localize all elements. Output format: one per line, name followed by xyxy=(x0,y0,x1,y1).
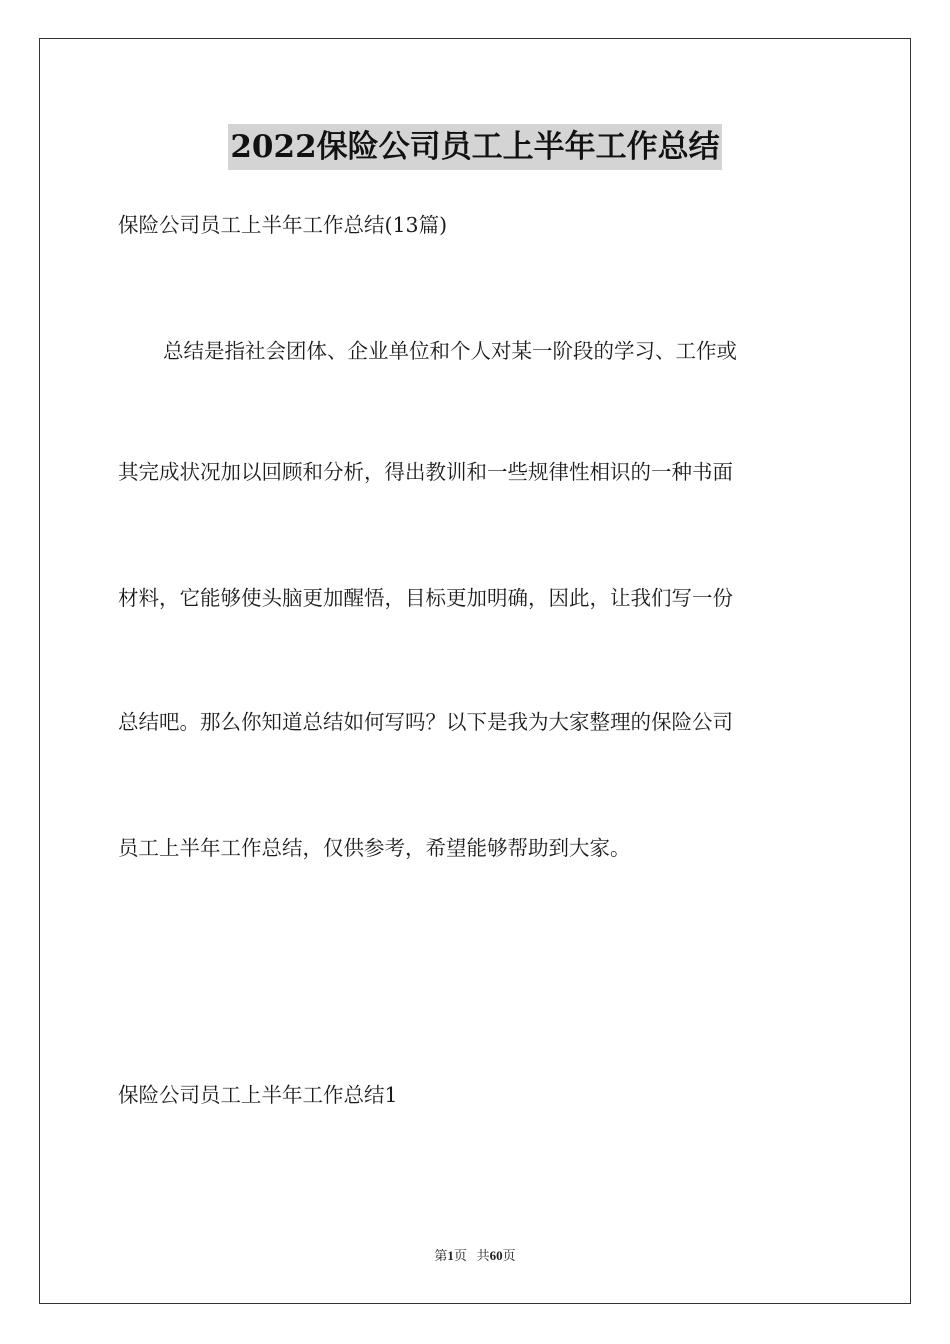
section-heading: 保险公司员工上半年工作总结1 xyxy=(118,1083,398,1107)
paragraph-line: 员工上半年工作总结，仅供参考，希望能够帮助到大家。 xyxy=(118,836,631,860)
document-title: 2022保险公司员工上半年工作总结 xyxy=(228,124,721,170)
footer-total-prefix: 共 xyxy=(476,1248,490,1263)
footer-page-suffix: 页 xyxy=(453,1248,467,1263)
footer-total-suffix: 页 xyxy=(502,1248,516,1263)
footer-total-pages: 60 xyxy=(489,1248,503,1263)
footer-page-prefix: 第 xyxy=(434,1248,448,1263)
footer-current-page: 1 xyxy=(447,1248,454,1263)
page-footer xyxy=(0,1247,950,1265)
title-container xyxy=(0,124,950,170)
document-subtitle: 保险公司员工上半年工作总结(13篇) xyxy=(118,213,448,237)
paragraph-line: 材料，它能够使头脑更加醒悟，目标更加明确，因此，让我们写一份 xyxy=(118,586,733,610)
paragraph-line: 其完成状况加以回顾和分析，得出教训和一些规律性相识的一种书面 xyxy=(118,460,733,484)
paragraph-line: 总结吧。那么你知道总结如何写吗？以下是我为大家整理的保险公司 xyxy=(118,710,733,734)
paragraph-line: 总结是指社会团体、企业单位和个人对某一阶段的学习、工作或 xyxy=(163,339,737,363)
